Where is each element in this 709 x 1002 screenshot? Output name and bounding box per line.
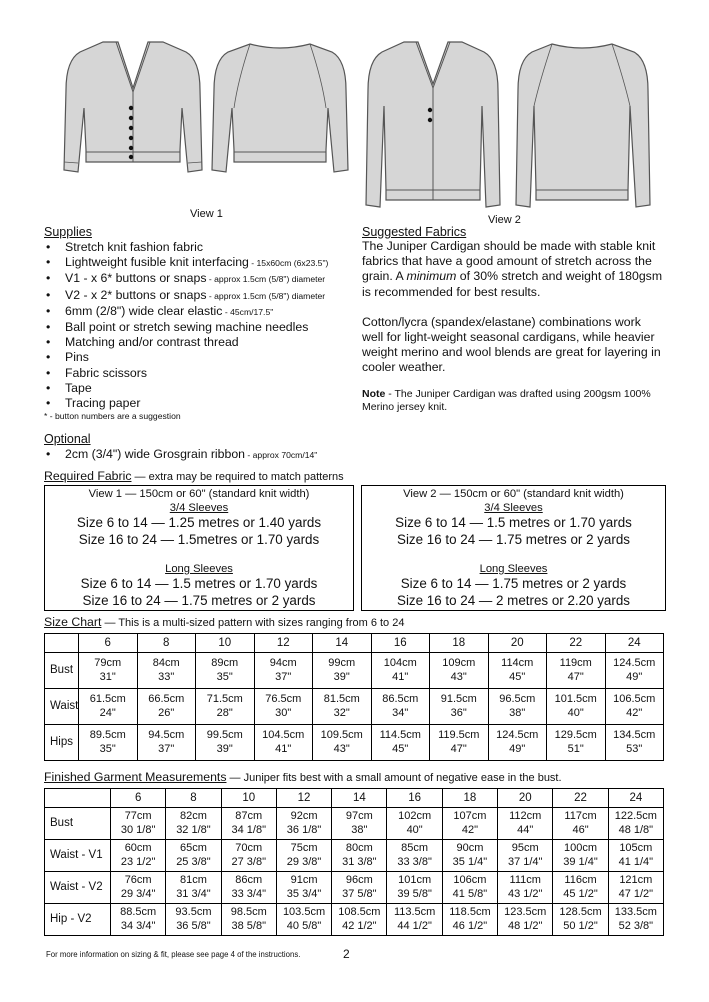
measurement-cell: 106.5cm 42" [605, 689, 664, 725]
measurement-cell: 106cm 41 5/8" [442, 872, 497, 904]
fabrics-paragraph-2: Cotton/lycra (spandex/elastane) combinations work well for light-weight seasonal cardigans, while heavier weight merino and wool blends are great for layering in cooler weather. [362, 314, 661, 375]
size-header: 18 [430, 634, 489, 653]
measurement-cell: 98.5cm 38 5/8" [221, 904, 276, 936]
row-label: Hip - V2 [45, 904, 111, 936]
measurement-cell: 94.5cm 37" [137, 725, 196, 761]
measurement-cell: 104cm 41" [371, 653, 430, 689]
list-item: • Tape [43, 381, 328, 396]
supplies-title: Supplies [44, 225, 92, 239]
measurement-cell: 65cm 25 3/8" [166, 840, 221, 872]
size-header: 22 [553, 789, 608, 808]
measurement-cell: 113.5cm 44 1/2" [387, 904, 442, 936]
size-header: 20 [498, 789, 553, 808]
view1-three-quarter-label: 3/4 Sleeves [169, 502, 229, 514]
table-row [45, 808, 664, 840]
fabrics-paragraph-1: The Juniper Cardigan should be made with stable knit fabrics that have a good amount of stretch across the grain. A minimum of 30% stretch and weight of 180gsm is recommended for best results. [362, 239, 663, 299]
size-header: 6 [111, 789, 166, 808]
measurement-cell: 129.5cm 51" [547, 725, 606, 761]
measurement-cell: 100cm 39 1/4" [553, 840, 608, 872]
corner-cell [45, 634, 79, 653]
measurement-cell: 86cm 33 3/4" [221, 872, 276, 904]
measurement-cell: 81.5cm 32" [313, 689, 372, 725]
measurement-cell: 118.5cm 46 1/2" [442, 904, 497, 936]
list-item: • Matching and/or contrast thread [43, 335, 328, 350]
measurement-cell: 124.5cm 49" [488, 725, 547, 761]
view2-long-large: Size 16 to 24 — 2 metres or 2.20 yards [397, 592, 630, 608]
measurement-cell: 111cm 43 1/2" [498, 872, 553, 904]
fabrics-note: Note - The Juniper Cardigan was drafted using 200gsm 100% Merino jersey knit. [362, 387, 651, 413]
view2-back-illustration [510, 40, 660, 210]
measurement-cell: 103.5cm 40 5/8" [276, 904, 331, 936]
view1-tq-large: Size 16 to 24 — 1.5metres or 1.70 yards [78, 531, 320, 547]
measurement-cell: 76cm 29 3/4" [111, 872, 166, 904]
suggested-fabrics [362, 225, 664, 414]
measurement-cell: 94cm 37" [254, 653, 313, 689]
view2-tq-large: Size 16 to 24 — 1.75 metres or 2 yards [397, 531, 630, 547]
measurement-cell: 102cm 40" [387, 808, 442, 840]
table-row [45, 725, 664, 761]
measurement-cell: 124.5cm 49" [605, 653, 664, 689]
measurement-cell: 90cm 35 1/4" [442, 840, 497, 872]
measurement-cell: 114cm 45" [488, 653, 547, 689]
measurement-cell: 75cm 29 3/8" [276, 840, 331, 872]
measurement-cell: 84cm 33" [137, 653, 196, 689]
view1-back-illustration [208, 40, 353, 190]
row-label: Hips [45, 725, 79, 761]
measurement-cell: 128.5cm 50 1/2" [553, 904, 608, 936]
measurement-cell: 117cm 46" [553, 808, 608, 840]
row-label: Waist - V2 [45, 872, 111, 904]
measurement-cell: 109.5cm 43" [313, 725, 372, 761]
measurement-cell: 133.5cm 52 3/8" [608, 904, 663, 936]
size-header: 24 [605, 634, 664, 653]
size-header: 22 [547, 634, 606, 653]
measurement-cell: 71.5cm 28" [196, 689, 255, 725]
size-header: 24 [608, 789, 663, 808]
row-label: Waist [45, 689, 79, 725]
list-item: • 2cm (3/4") wide Grosgrain ribbon - approx 70cm/14" [43, 447, 317, 463]
view1-long-large: Size 16 to 24 — 1.75 metres or 2 yards [82, 592, 316, 608]
list-item: • Stretch knit fashion fabric [43, 240, 328, 255]
size-chart-heading: Size Chart — This is a multi-sized pattern with sizes ranging from 6 to 24 [44, 615, 405, 629]
page-number: 2 [343, 947, 350, 961]
measurement-cell: 87cm 34 1/8" [221, 808, 276, 840]
list-item: • Tracing paper [43, 396, 328, 411]
list-item: • Lightweight fusible knit interfacing - 15x60cm (6x23.5") [43, 255, 328, 271]
measurement-cell: 61.5cm 24" [79, 689, 138, 725]
table-row [45, 689, 664, 725]
size-header: 16 [371, 634, 430, 653]
view2-fabric-header: View 2 — 150cm or 60" (standard knit width) [403, 488, 624, 500]
measurement-cell: 81cm 31 3/4" [166, 872, 221, 904]
measurement-cell: 101.5cm 40" [547, 689, 606, 725]
list-item: • Fabric scissors [43, 366, 328, 381]
measurement-cell: 99cm 39" [313, 653, 372, 689]
measurement-cell: 114.5cm 45" [371, 725, 430, 761]
measurement-cell: 89.5cm 35" [79, 725, 138, 761]
measurement-cell: 86.5cm 34" [371, 689, 430, 725]
measurement-cell: 104.5cm 41" [254, 725, 313, 761]
supplies-note: * - button numbers are a suggestion [44, 411, 181, 421]
size-header: 10 [196, 634, 255, 653]
table-row [45, 904, 664, 936]
measurement-cell: 91cm 35 3/4" [276, 872, 331, 904]
measurement-cell: 82cm 32 1/8" [166, 808, 221, 840]
measurement-cell: 89cm 35" [196, 653, 255, 689]
size-header: 6 [79, 634, 138, 653]
measurement-cell: 123.5cm 48 1/2" [498, 904, 553, 936]
size-header: 8 [166, 789, 221, 808]
measurement-cell: 112cm 44" [498, 808, 553, 840]
view1-front-illustration [58, 40, 208, 190]
measurement-cell: 108.5cm 42 1/2" [332, 904, 387, 936]
view1-long-small: Size 6 to 14 — 1.5 metres or 1.70 yards [80, 576, 318, 591]
measurement-cell: 93.5cm 36 5/8" [166, 904, 221, 936]
view1-long-label: Long Sleeves [165, 563, 233, 575]
measurement-cell: 76.5cm 30" [254, 689, 313, 725]
measurement-cell: 92cm 36 1/8" [276, 808, 331, 840]
view1-fabric-header: View 1 — 150cm or 60" (standard knit width) [88, 488, 310, 500]
size-header: 8 [137, 634, 196, 653]
size-header: 20 [488, 634, 547, 653]
table-row [45, 653, 664, 689]
list-item: • V2 - x 2* buttons or snaps - approx 1.5cm (5/8") diameter [43, 288, 328, 304]
list-item: • 6mm (2/8") wide clear elastic - 45cm/17.5" [43, 304, 328, 320]
measurement-cell: 121cm 47 1/2" [608, 872, 663, 904]
measurement-cell: 119cm 47" [547, 653, 606, 689]
view2-caption: View 2 [488, 214, 521, 226]
finished-measurements-table [44, 788, 664, 936]
measurement-cell: 66.5cm 26" [137, 689, 196, 725]
row-label: Bust [45, 808, 111, 840]
measurement-cell: 101cm 39 5/8" [387, 872, 442, 904]
table-row [45, 872, 664, 904]
measurement-cell: 77cm 30 1/8" [111, 808, 166, 840]
view1-caption: View 1 [190, 208, 223, 220]
footer-note: For more information on sizing & fit, please see page 4 of the instructions. [46, 950, 301, 959]
list-item: • Pins [43, 350, 328, 365]
measurement-cell: 97cm 38" [332, 808, 387, 840]
measurement-cell: 105cm 41 1/4" [608, 840, 663, 872]
view2-tq-small: Size 6 to 14 — 1.5 metres or 1.70 yards [395, 515, 632, 530]
table-row [45, 840, 664, 872]
size-header: 12 [276, 789, 331, 808]
measurement-cell: 96cm 37 5/8" [332, 872, 387, 904]
measurement-cell: 91.5cm 36" [430, 689, 489, 725]
measurement-cell: 88.5cm 34 3/4" [111, 904, 166, 936]
view1-tq-small: Size 6 to 14 — 1.25 metres or 1.40 yards [76, 515, 322, 530]
view2-front-illustration [358, 40, 508, 210]
size-header: 12 [254, 634, 313, 653]
measurement-cell: 99.5cm 39" [196, 725, 255, 761]
fabrics-title: Suggested Fabrics [362, 225, 467, 239]
row-label: Bust [45, 653, 79, 689]
optional-list [43, 447, 317, 463]
measurement-cell: 60cm 23 1/2" [111, 840, 166, 872]
view2-three-quarter-label: 3/4 Sleeves [484, 502, 543, 514]
view2-fabric-box [361, 485, 666, 611]
size-header: 18 [442, 789, 497, 808]
measurement-cell: 79cm 31" [79, 653, 138, 689]
list-item: • Ball point or stretch sewing machine needles [43, 320, 328, 335]
size-header: 14 [332, 789, 387, 808]
view2-long-label: Long Sleeves [479, 563, 548, 575]
measurement-cell: 107cm 42" [442, 808, 497, 840]
measurement-cell: 109cm 43" [430, 653, 489, 689]
required-fabric-heading: Required Fabric — extra may be required to match patterns [44, 469, 344, 483]
measurement-cell: 70cm 27 3/8" [221, 840, 276, 872]
size-chart-table [44, 633, 664, 761]
view1-fabric-box [44, 485, 354, 611]
corner-cell [45, 789, 111, 808]
measurement-cell: 80cm 31 3/8" [332, 840, 387, 872]
measurement-cell: 119.5cm 47" [430, 725, 489, 761]
size-header: 14 [313, 634, 372, 653]
measurement-cell: 96.5cm 38" [488, 689, 547, 725]
measurement-cell: 85cm 33 3/8" [387, 840, 442, 872]
measurement-cell: 134.5cm 53" [605, 725, 664, 761]
measurement-cell: 122.5cm 48 1/8" [608, 808, 663, 840]
row-label: Waist - V1 [45, 840, 111, 872]
size-header: 10 [221, 789, 276, 808]
supplies-list [43, 240, 328, 411]
optional-title: Optional [44, 432, 91, 446]
finished-heading: Finished Garment Measurements — Juniper fits best with a small amount of negative ease in the bust. [44, 770, 562, 784]
measurement-cell: 95cm 37 1/4" [498, 840, 553, 872]
size-header: 16 [387, 789, 442, 808]
measurement-cell: 116cm 45 1/2" [553, 872, 608, 904]
view2-long-small: Size 6 to 14 — 1.75 metres or 2 yards [400, 576, 627, 591]
list-item: • V1 - x 6* buttons or snaps - approx 1.5cm (5/8") diameter [43, 271, 328, 287]
